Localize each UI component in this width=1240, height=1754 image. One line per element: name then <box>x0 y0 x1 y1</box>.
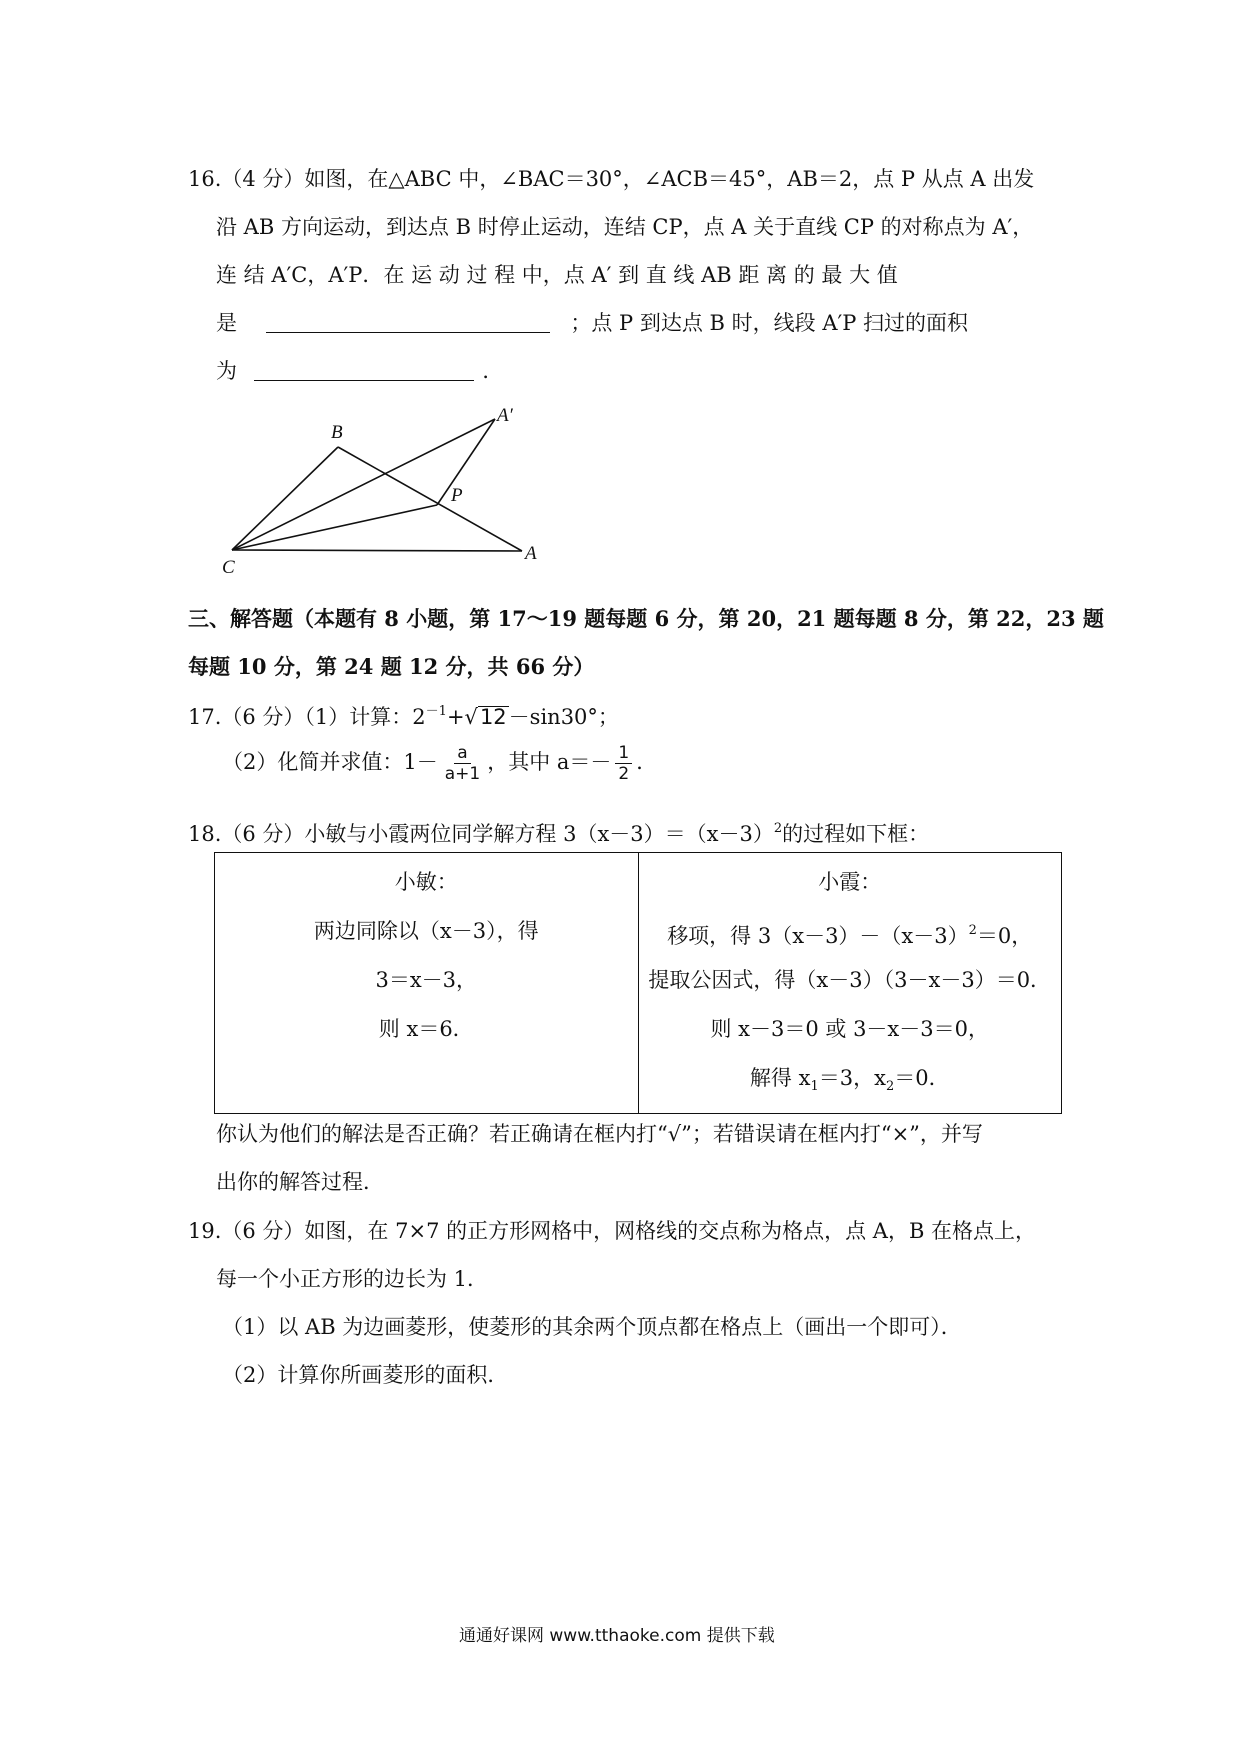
figure-label-C: C <box>222 557 235 578</box>
q18-right-line-4 <box>640 1063 1061 1112</box>
q18-right-line-2: 提取公因式，得（x－3）（3－x－3）＝0． <box>648 968 1052 992</box>
q17-part1-plus: + <box>446 705 465 729</box>
q18-left-line-3: 3＝x－3， <box>375 968 478 992</box>
q16-line5-prefix: 为 <box>216 359 237 383</box>
q16-line5-suffix: ． <box>482 359 504 383</box>
q16-line2: 沿 AB 方向运动，到达点 B 时停止运动，连结 CP，点 A 关于直线 CP 的对称点为 A′， <box>216 215 1034 239</box>
q16-line4 <box>216 307 1058 337</box>
figure-label-P: P <box>451 485 463 506</box>
q18-solution-table <box>214 852 1062 1114</box>
q18-right-l4-sub2: 2 <box>885 1079 895 1094</box>
q18-right-l1-exponent: 2 <box>968 923 977 938</box>
q16-answer-blank-1[interactable] <box>266 312 550 333</box>
q17-part1: 17.（6 分）（1）计算：$2^{-1}+√12-\sin 30^\circ$； <box>188 704 619 729</box>
q18-right-l1b: ＝0， <box>976 924 1033 948</box>
q18-left-line-4: 则 x＝6． <box>378 1017 474 1041</box>
q18-stem-a: 18.（6 分）小敏与小霞两位同学解方程 3（x－3）＝（x－3） <box>188 822 774 846</box>
q16-triangle-figure <box>215 405 545 580</box>
segment-CB <box>232 447 338 550</box>
q18-after-line1: 你认为他们的解法是否正确？若正确请在框内打“√”；若错误请在框内打“×”，并写 <box>216 1122 983 1146</box>
q16-line4-suffix: ；点 P 到达点 B 时，线段 A′P 扫过的面积 <box>570 311 969 335</box>
q16-line1: 16.（4 分）如图，在△ABC 中，∠BAC＝30°，∠ACB＝45°，AB＝2，点 P 从点 A 出发 <box>188 167 1035 191</box>
q17-part1-suffix: －sin30°； <box>508 705 619 729</box>
q18-right-l4a: 解得 x <box>749 1066 811 1090</box>
figure-label-A: A <box>525 543 537 564</box>
q18-left-line-1: 小敏： <box>394 870 458 894</box>
q16-line5 <box>216 355 503 385</box>
q16-line4-prefix: 是 <box>216 311 237 335</box>
q18-after-line2: 出你的解答过程． <box>216 1170 384 1194</box>
segment-A-prime-P <box>437 419 495 505</box>
q17-frac-denominator: a+1 <box>444 764 481 784</box>
q17-part1-exponent: －1 <box>425 704 447 719</box>
q17-part1-prefix: 17.（6 分）（1）计算：2 <box>188 705 426 729</box>
q18-stem-exponent: 2 <box>773 821 783 836</box>
q18-xiaomin-cell[interactable] <box>215 853 639 1114</box>
segment-CA <box>232 550 522 551</box>
q18-right-l4b: ＝3，x <box>818 1066 886 1090</box>
q19-part1: （1）以 AB 为边画菱形，使菱形的其余两个顶点都在格点上（画出一个即可）． <box>222 1315 962 1339</box>
q18-xiaoxia-cell[interactable] <box>638 853 1062 1114</box>
q17-part2-end: ． <box>636 750 658 774</box>
footer-download-note: 通通好课网 www.tthaoke.com 提供下载 <box>459 1626 775 1646</box>
q18-stem <box>188 818 929 848</box>
q17-half-numerator: 1 <box>615 743 632 764</box>
q19-line2: 每一个小正方形的边长为 1． <box>216 1267 489 1291</box>
q18-right-l1a: 移项，得 3（x－3）－（x－3） <box>667 924 969 948</box>
q17-frac-numerator: a <box>454 743 470 764</box>
segment-CP <box>232 505 437 550</box>
q18-right-l4c: ＝0． <box>894 1066 950 1090</box>
q18-right-line-3: 则 x－3＝0 或 3－x－3＝0， <box>710 1017 990 1041</box>
q17-half-denominator: 2 <box>618 764 630 784</box>
q17-fraction-one-half <box>615 743 632 784</box>
q19-part2: （2）计算你所画菱形的面积． <box>222 1363 509 1387</box>
section3-heading-line2: 每题 10 分，第 24 题 12 分，共 66 分） <box>188 654 595 679</box>
q19-line1: 19.（6 分）如图，在 7×7 的正方形网格中，网格线的交点称为格点，点 A，B 在格点上， <box>188 1219 1037 1243</box>
segment-BA <box>338 447 522 551</box>
q17-part2 <box>222 740 657 784</box>
q18-left-line-2: 两边同除以（x－3），得 <box>313 919 539 943</box>
section3-heading-line1: 三、解答题（本题有 8 小题，第 17～19 题每题 6 分，第 20，21 题每题 8 分，第 22，23 题 <box>188 606 1104 631</box>
q18-right-l4-sub1: 1 <box>810 1079 819 1094</box>
q17-fraction-a-over-a-plus-1 <box>442 743 483 784</box>
q16-line3: 连 结 A′C，A′P．在 运 动 过 程 中，点 A′ 到 直 线 AB 距 离 的 最 大 值 <box>216 263 898 287</box>
q18-stem-b: 的过程如下框： <box>782 822 930 846</box>
figure-label-A-prime: A′ <box>497 405 513 426</box>
q17-part1-radicand: 12 <box>479 705 507 729</box>
q17-part2-mid: ，其中 a＝－ <box>487 750 612 774</box>
q18-right-line-1 <box>640 916 1061 965</box>
figure-label-B: B <box>331 422 343 443</box>
q16-answer-blank-2[interactable] <box>254 360 474 381</box>
q18-right-title: 小霞： <box>818 870 882 894</box>
q17-part2-prefix: （2）化简并求值：1－ <box>222 750 438 774</box>
